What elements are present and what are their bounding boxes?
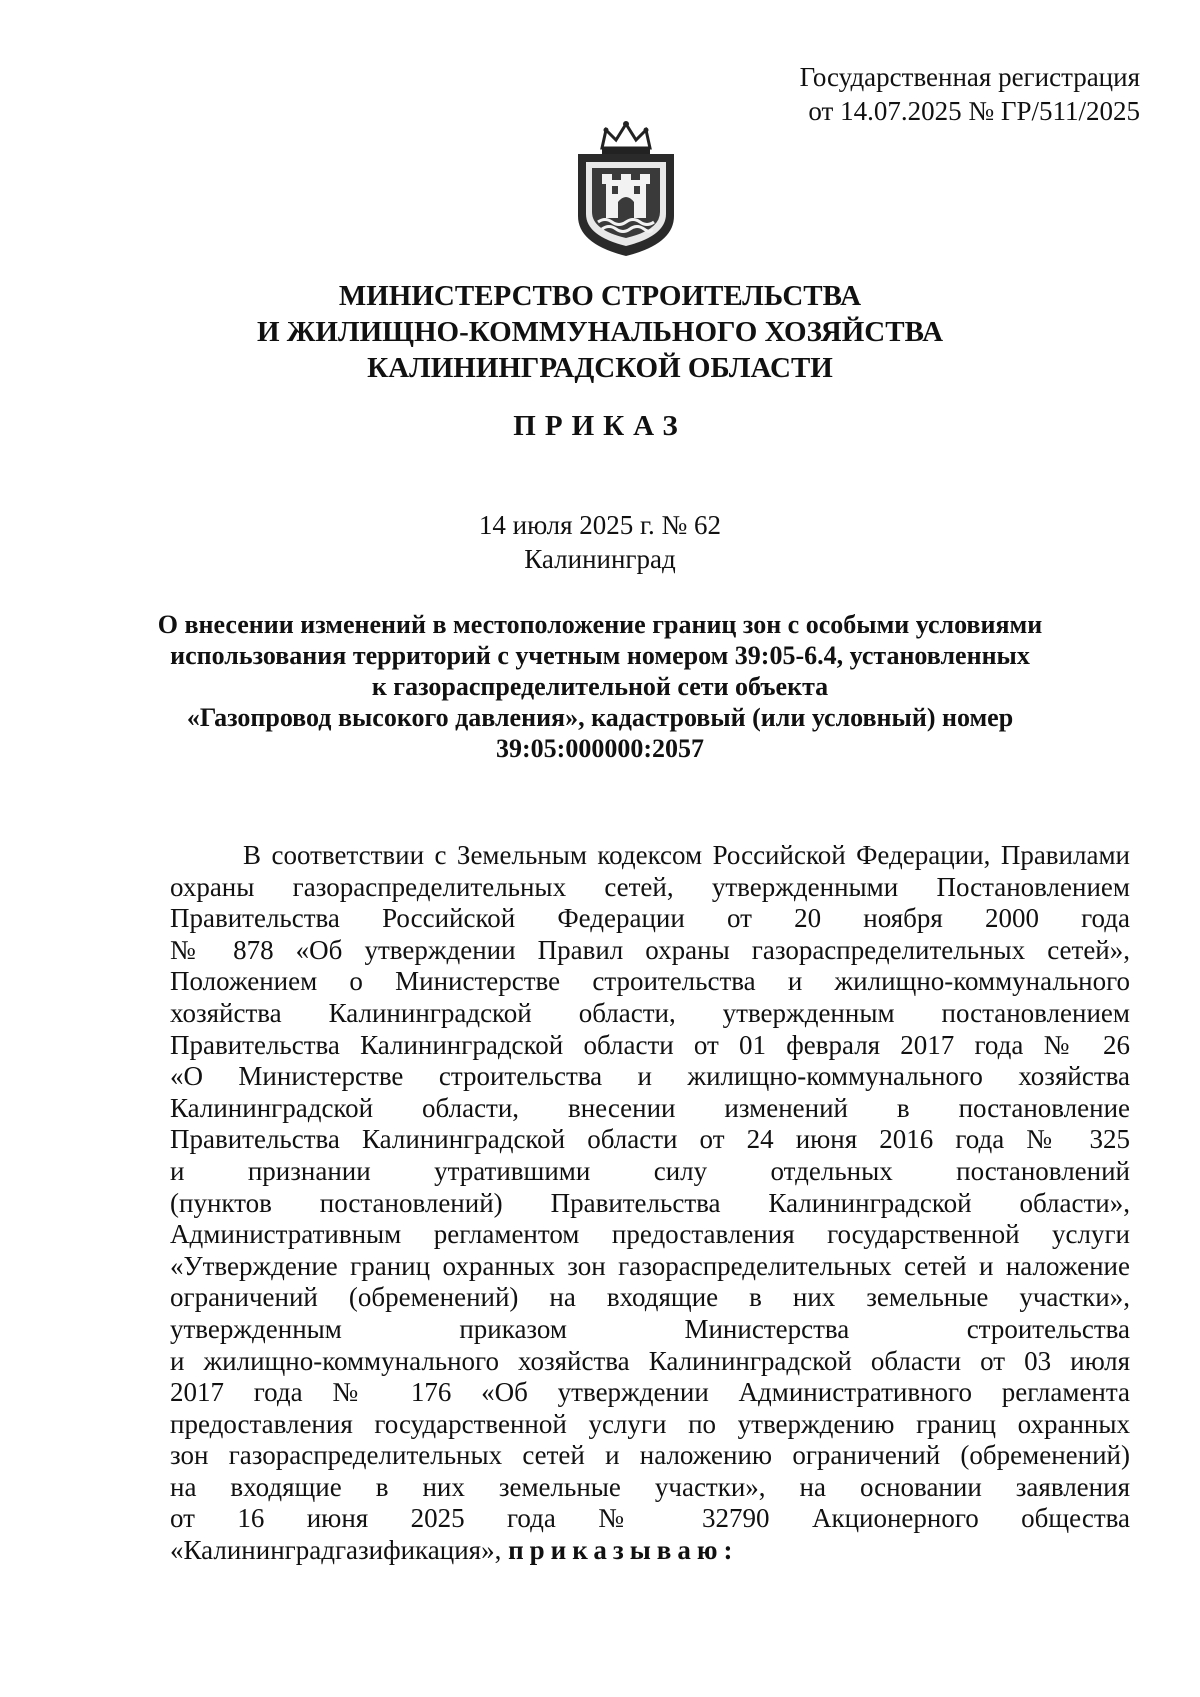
body-line: (пунктов постановлений) Правительства Калининградской области», (170, 1187, 1130, 1218)
body-line: охраны газораспределительных сетей, утвержденными Постановлением (170, 871, 1130, 902)
order-date-block (0, 508, 1200, 576)
body-line: хозяйства Калининградской области, утвержденным постановлением (170, 997, 1130, 1028)
body-text (170, 840, 1130, 1567)
body-line: Положением о Министерстве строительства и жилищно-коммунального (170, 966, 1130, 997)
subject-line-5: 39:05:000000:2057 (496, 734, 704, 763)
body-line: и жилищно-коммунального хозяйства Калининградской области от 03 июля (170, 1345, 1130, 1376)
subject-line-4: «Газопровод высокого давления», кадастровый (или условный) номер (186, 703, 1014, 732)
body-line: «О Министерстве строительства и жилищно-коммунального хозяйства (170, 1061, 1130, 1092)
registration-line-2: от 14.07.2025 № ГР/511/2025 (808, 96, 1140, 126)
subject-line-3: к газораспределительной сети объекта (371, 672, 829, 701)
ministry-line-2: И ЖИЛИЩНО-КОММУНАЛЬНОГО ХОЗЯЙСТВА (256, 316, 944, 348)
body-line: 2017 года № 176 «Об утверждении Административного регламента (170, 1377, 1130, 1408)
ministry-name (0, 278, 1200, 386)
order-subject (150, 609, 1050, 764)
coat-of-arms-icon (572, 118, 680, 258)
body-line: В соответствии с Земельным кодексом Российской Федерации, Правилами (243, 840, 1130, 870)
body-line: предоставления государственной услуги по утверждению границ охранных (170, 1408, 1130, 1439)
body-line: № 878 «Об утверждении Правил охраны газораспределительных сетей», (170, 934, 1130, 965)
order-city: Калининград (524, 544, 676, 574)
body-last-line-text: «Калининградгазификация», (170, 1535, 502, 1566)
body-line: и признании утратившими силу отдельных постановлений (170, 1155, 1130, 1186)
order-title: ПРИКАЗ (513, 410, 687, 442)
body-line: утвержденным приказом Министерства строительства (170, 1313, 1130, 1344)
subject-line-1: О внесении изменений в местоположение границ зон с особыми условиями (157, 610, 1043, 639)
body-last-line (170, 1535, 1130, 1567)
order-word: приказываю: (508, 1535, 739, 1566)
body-line: Правительства Российской Федерации от 20 ноября 2000 года (170, 903, 1130, 934)
registration-stamp (800, 60, 1140, 128)
body-line: зон газораспределительных сетей и наложению ограничений (обременений) (170, 1440, 1130, 1471)
body-line: Калининградской области, внесении изменений в постановление (170, 1092, 1130, 1123)
body-line: Административным регламентом предоставления государственной услуги (170, 1219, 1130, 1250)
body-line: ограничений (обременений) на входящие в них земельные участки», (170, 1282, 1130, 1313)
ministry-line-3: КАЛИНИНГРАДСКОЙ ОБЛАСТИ (367, 352, 833, 384)
order-date: 14 июля 2025 г. № 62 (478, 510, 722, 540)
body-line: Правительства Калининградской области от 24 июня 2016 года № 325 (170, 1124, 1130, 1155)
ministry-line-1: МИНИСТЕРСТВО СТРОИТЕЛЬСТВА (338, 280, 862, 312)
body-line: «Утверждение границ охранных зон газораспределительных сетей и наложение (170, 1250, 1130, 1281)
subject-line-2: использования территорий с учетным номером 39:05-6.4, установленных (170, 641, 1030, 670)
body-line: от 16 июня 2025 года № 32790 Акционерного общества (170, 1503, 1130, 1534)
body-line: Правительства Калининградской области от 01 февраля 2017 года № 26 (170, 1029, 1130, 1060)
registration-line-1: Государственная регистрация (799, 62, 1140, 92)
body-line: на входящие в них земельные участки», на основании заявления (170, 1471, 1130, 1502)
